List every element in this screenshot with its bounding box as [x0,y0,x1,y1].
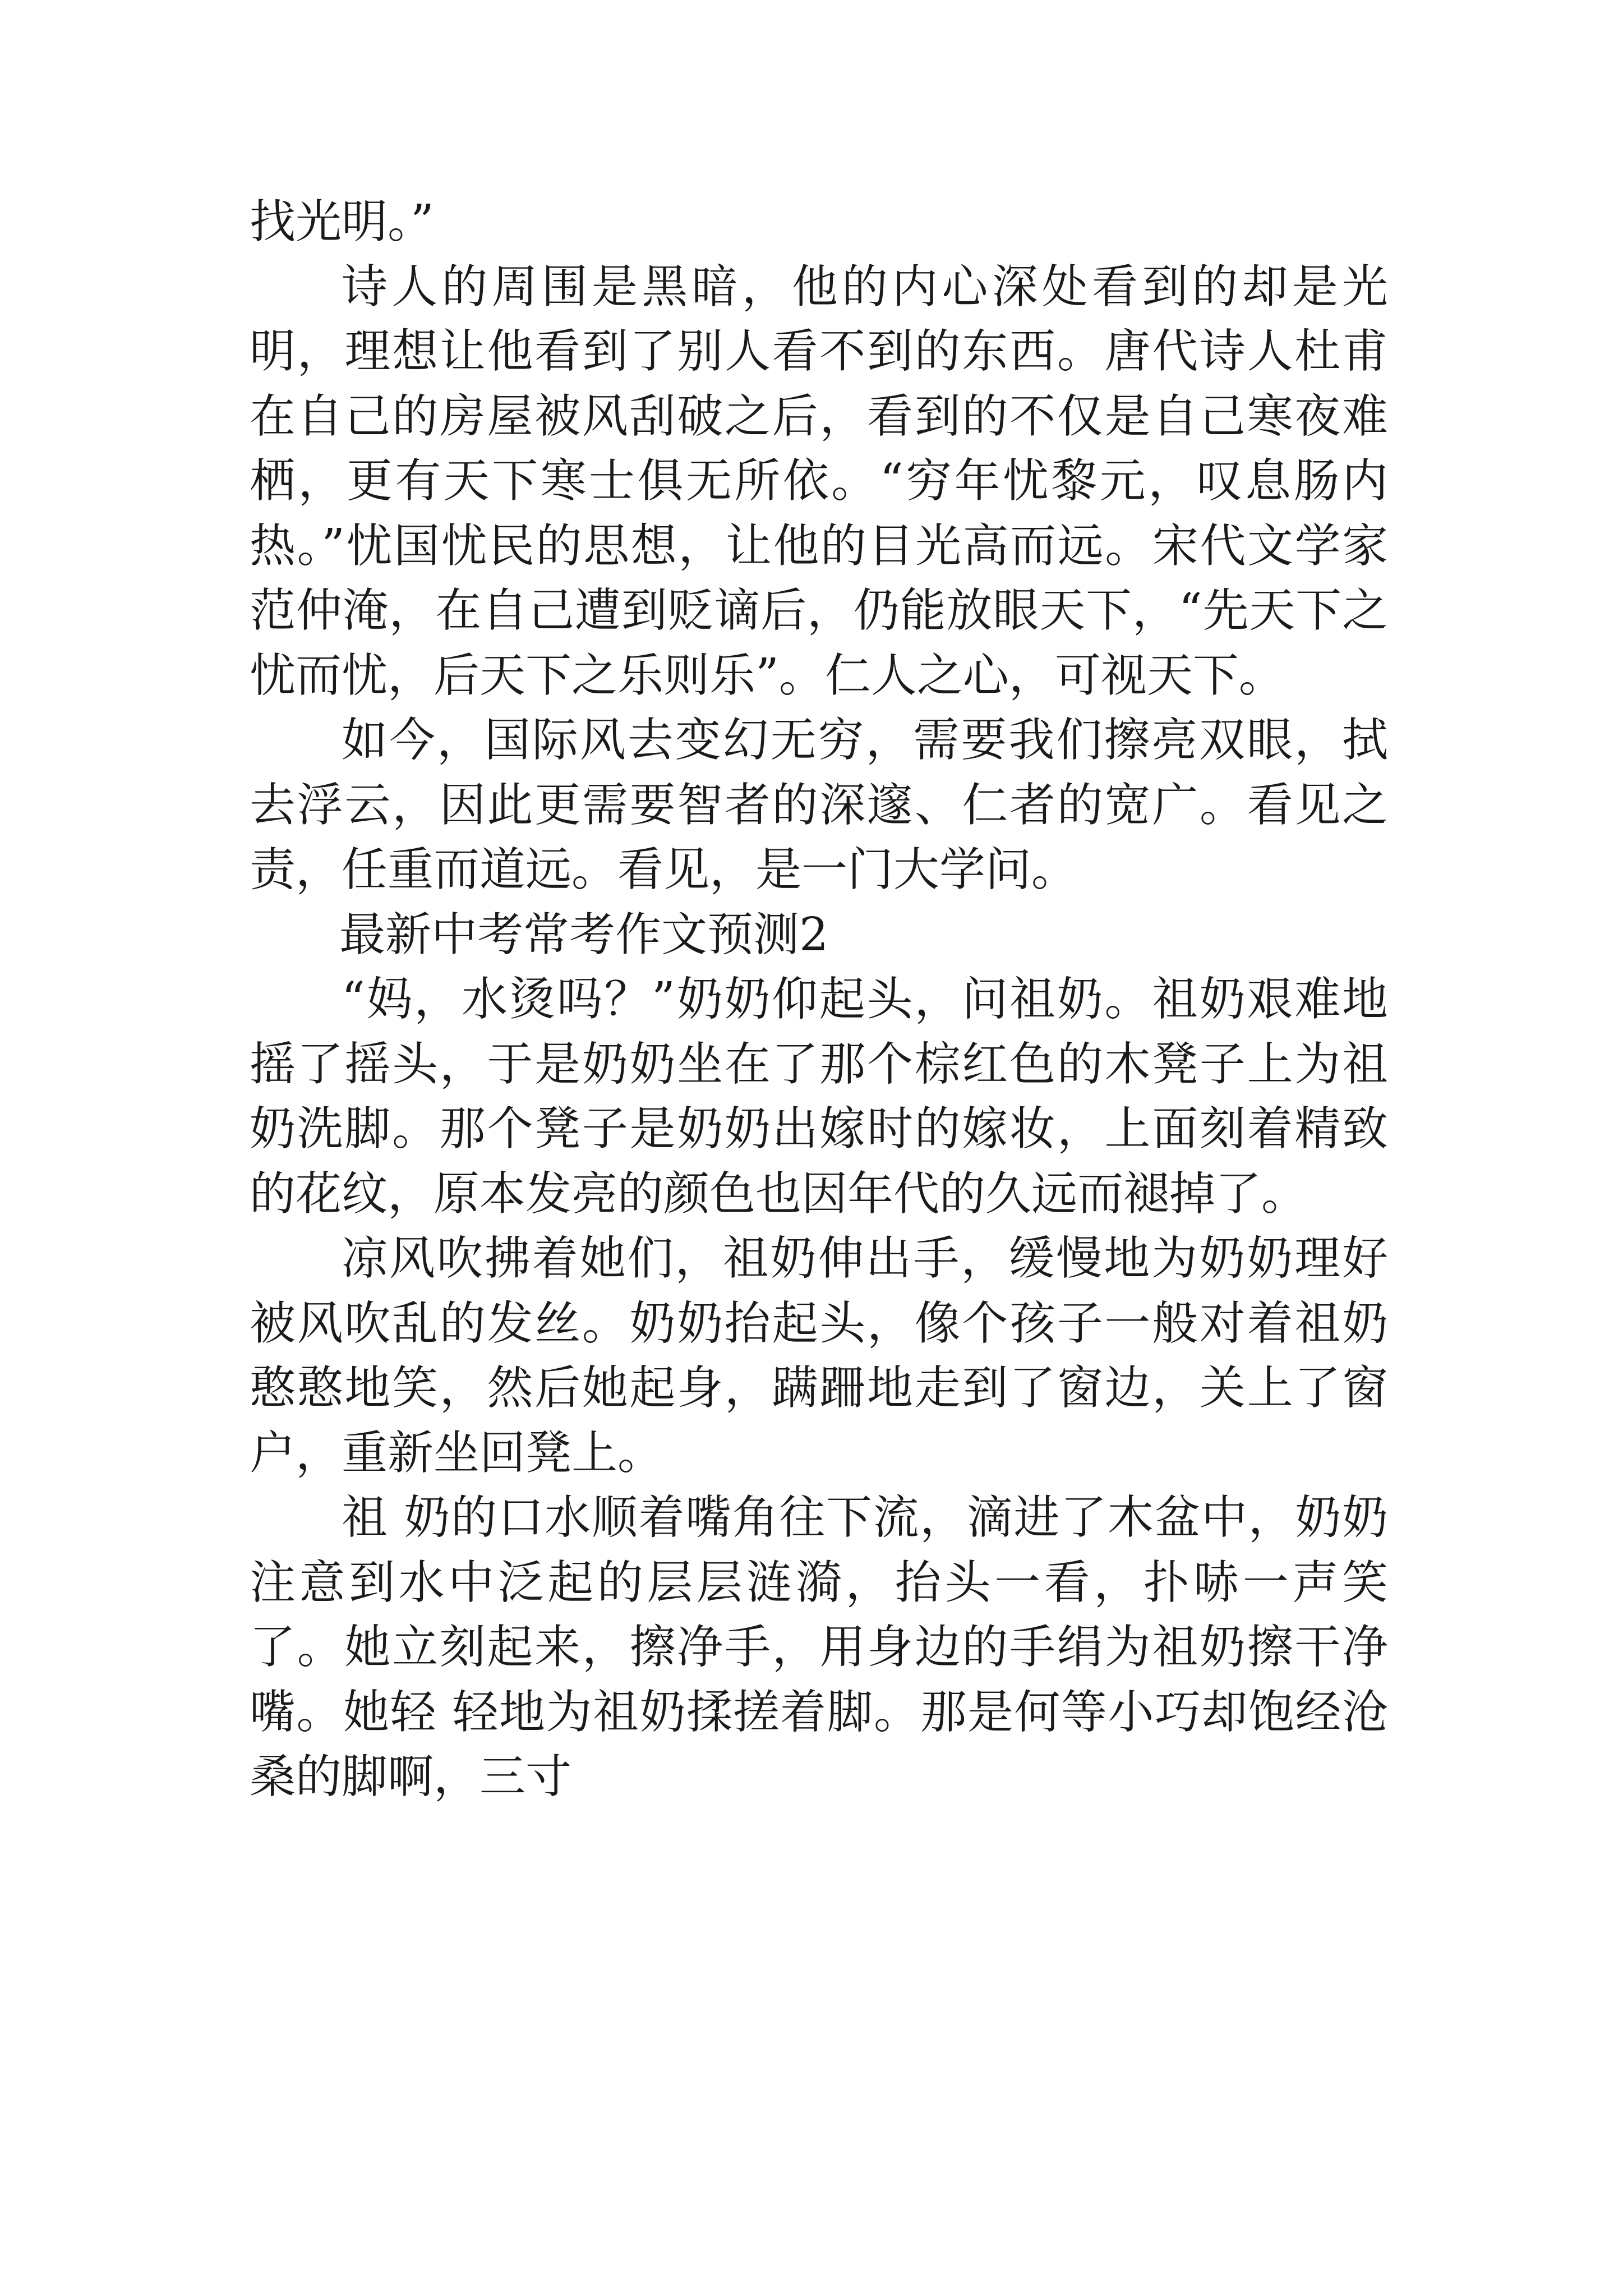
document-body [250,190,1388,1810]
paragraph-water-hot: “妈，水烫吗？”奶奶仰起头，问祖奶。祖奶艰难地摇了摇头，于是奶奶坐在了那个棕红色的木凳子上为祖奶洗脚。那个凳子是奶奶出嫁时的嫁妆，上面刻着精致的花纹，原本发亮的颜色也因年代的久远而褪掉了。 [250,973,1388,1221]
paragraph-saliva: 祖 奶的口水顺着嘴角往下流，滴进了木盆中，奶奶注意到水中泛起的层层涟漪，抬头一看，扑哧一声笑了。她立刻起来，擦净手，用身边的手绢为祖奶擦干净嘴。她轻 轻地为祖奶揉搓着脚。那是何等小巧却饱经沧桑的脚啊，三寸 [250,1491,1388,1803]
paragraph-continuation: 找光明。” [250,195,434,249]
paragraph-international: 如今，国际风去变幻无穷，需要我们擦亮双眼，拭去浮云，因此更需要智者的深邃、仁者的宽广。看见之责，任重而道远。看见，是一门大学问。 [250,714,1388,896]
paragraph-poet-darkness: 诗人的周围是黑暗，他的内心深处看到的却是光明，理想让他看到了别人看不到的东西。唐代诗人杜甫在自己的房屋被风刮破之后，看到的不仅是自己寒夜难栖，更有天下寒士俱无所依。“穷年忧黎元，叹息肠内热。”忧国忧民的思想，让他的目光高而远。宋代文学家范仲淹，在自己遭到贬谪后，仍能放眼天下，“先天下之忧而忧，后天下之乐则乐”。仁人之心，可视天下。 [250,260,1388,702]
paragraph-cool-wind: 凉风吹拂着她们，祖奶伸出手，缓慢地为奶奶理好被风吹乱的发丝。奶奶抬起头，像个孩子一般对着祖奶憨憨地笑，然后她起身，蹒跚地走到了窗边，关上了窗户，重新坐回凳上。 [250,1232,1388,1480]
section-heading: 最新中考常考作文预测2 [339,908,829,961]
